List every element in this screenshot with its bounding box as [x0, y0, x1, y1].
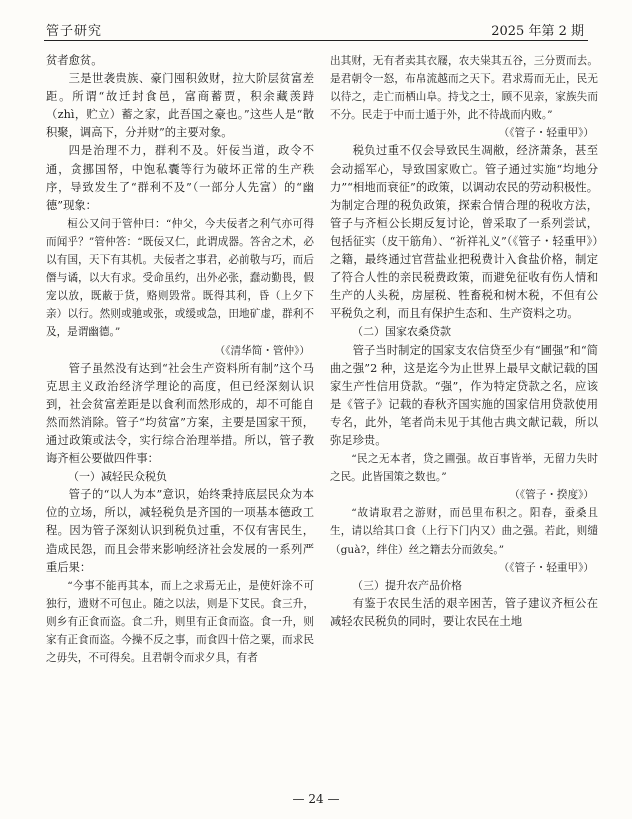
source-citation: （《清华简・管仲》） — [214, 344, 310, 357]
body-paragraph: 三是世袭贵族、豪门囤积敛财，拉大阶层贫富差距。所谓“故迁封食邑，富商蓄贾，积余藏羡跱（zhì，贮立）蓄之家，此吾国之豪也。”这些人是“散积聚，调高下，分并财”的主要对象。 — [46, 72, 314, 140]
section-heading: （二）国家农桑贷款 — [352, 325, 451, 339]
body-paragraph: 管子当时制定的国家支农信贷至少有“圃强”和“简曲之强”2 种，这是迄今为止世界上最早文献记载的国家生产性信用贷款。“强”，作为特定贷款之名，应该是《管子》记载的春秋齐国实施的国家信用贷款使用专名，此外，笔者尚未见于其他古典文献记载，所以弥足珍贵。 — [330, 343, 598, 447]
section-heading: （三）提升农产品价格 — [352, 578, 462, 592]
quote-paragraph: “民之无本者，贷之圃强。故百事皆举，无留力失时之民。此皆国策之数也。” — [330, 453, 598, 484]
quote-paragraph: 出其财，无有者卖其衣屦，农夫粜其五谷，三分贾而去。是君朝令一怒，布帛流越而之天下。君求焉而无止，民无以待之，走亡而栖山阜。持戈之士，顾不见亲，家族失而不分。民走于中而士遁于外，此不待战而内败。” — [330, 55, 598, 122]
quote-paragraph: “今事不能再其本，而上之求焉无止，是使奸涂不可独行，遗财不可包止。随之以法，则是下艾民。食三升，则乡有正食而盗。食二升，则里有正食而盗。食一升，则家有正食而盗。今操不反之事，而食四十倍之粟，而求民之毋失，不可得矣。且君朝令而求夕具，有者 — [46, 579, 314, 665]
body-paragraph: 管子虽然没有达到“社会生产资料所有制”这个马克思主义政治经济学理论的高度，但已经深刻认识到，社会贫富差距是以食利而然形成的，却不可能自然而然消除。管子“均贫富”方案，主要是国家干预，通过政策或法令，实行综合治理举措。所以，管子教诲齐桓公要做四件事： — [46, 361, 314, 466]
source-citation: （《管子・轻重甲》） — [498, 561, 594, 574]
journal-title: 管子研究 — [46, 24, 103, 39]
body-paragraph: 管子的“以人为本”意识，始终秉持底层民众为本位的立场，所以，减轻税负是齐国的一项基本德政工程。因为管子深刻认识到税负过重，不仅有害民生，造成民怨，而且会带来影响经济社会发展的一系列严重后果： — [46, 488, 314, 574]
right-column — [330, 52, 598, 631]
body-paragraph: 有鉴于农民生活的艰辛困苦，管子建议齐桓公在减轻农民税负的同时，要让农民在土地 — [330, 596, 598, 628]
body-paragraph: 税负过重不仅会导致民生凋敝，经济萧条，甚至会动摇军心，导致国家败亡。管子通过实施“均地分力”“相地而衰征”的政策，以调动农民的劳动积极性。为制定合理的税负政策，探索合情合理的税收方法，管子与齐桓公长期反复讨论，曾采取了一系列尝试，包括征实（皮干筋角）、“祈祥礼义”（《管子・轻重甲》）之籍，最终通过官营盐业把税费计入食盐价格，制定了符合人性的亲民税费政策，而避免征收有伤人情和生产的人头税，房屋税、牲畜税和树木税，不但有公平税负之利，而且有保护生态和、生产资料之功。 — [330, 144, 598, 321]
source-citation: （《管子・轻重甲》） — [498, 127, 594, 140]
header-rule — [44, 40, 588, 41]
section-heading: （一）减轻民众税负 — [68, 470, 167, 484]
body-paragraph: 贫者愈贫。 — [46, 54, 103, 67]
page-header — [0, 0, 632, 40]
quote-paragraph: “故请取君之游财，而邑里布积之。阳春，蚕桑且生，请以给其口食（上行下门内又）曲之强。若此，则缱（guà?，绊住）丝之籍去分而敛矣。” — [330, 507, 598, 556]
source-citation: （《管子・揆度》） — [509, 489, 594, 502]
page-number: — 24 — — [292, 792, 340, 806]
body-paragraph: 四是治理不力，群利不及。奸佞当道，政令不通，贪挪国帑，中饱私囊等行为破坏正常的生产秩序，导致发生了“群利不及”（一部分人先富）的“幽德”现象： — [46, 144, 314, 212]
issue-label: 2025 年第 2 期 — [491, 24, 584, 39]
quote-paragraph: 桓公又问于管仲曰：“仲父，今夫佞者之利气亦可得而闻乎？”管仲答：“既佞又仁，此谓成器。答舍之术，必以有国，天下有其机。夫佞者之事君，必前敬与巧，而后僭与谲，以大有求。受命虽约，出外必张，蠢动勤畏，假宠以放，既蔽于货，赂则毁常。既得其利，昏（上夕下亲）以行。然则或驰或张，或缓或急，田地矿虚，群利不及，是谓幽德。” — [46, 217, 314, 339]
left-column — [46, 52, 314, 667]
